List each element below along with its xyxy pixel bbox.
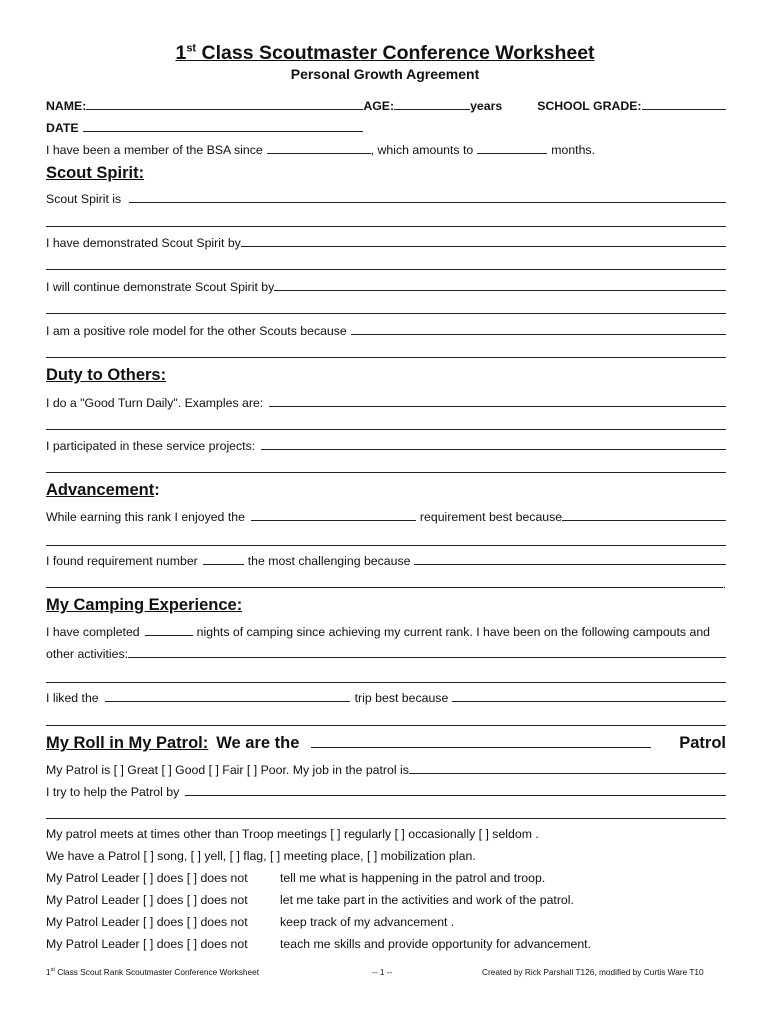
liked-trip-row	[46, 689, 726, 705]
patrol-rating-label: My Patrol is [ ] Great [ ] Good [ ] Fair [ ] Poor. My job in the patrol is	[46, 763, 409, 777]
page-title	[0, 42, 770, 65]
requirement-number-label: I found requirement number	[46, 554, 198, 568]
help-patrol-line-2[interactable]	[46, 818, 726, 819]
role-model-field[interactable]	[351, 334, 726, 335]
scout-spirit-is-line-2[interactable]	[46, 226, 726, 227]
leader-row-label: My Patrol Leader [ ] does [ ] does not	[46, 915, 248, 929]
liked-the-label: I liked the	[46, 691, 99, 705]
leader-row-label: My Patrol Leader [ ] does [ ] does not	[46, 893, 248, 907]
other-activities-row	[46, 645, 726, 661]
role-model-row	[46, 322, 726, 338]
service-projects-field[interactable]	[261, 449, 726, 450]
challenging-requirement-row	[46, 552, 726, 568]
nights-field[interactable]	[145, 635, 193, 636]
page-subtitle: Personal Growth Agreement	[290, 66, 480, 82]
good-turn-field[interactable]	[269, 406, 726, 407]
role-model-line-2[interactable]	[46, 357, 726, 358]
trip-best-line-2[interactable]	[46, 725, 726, 726]
age-field[interactable]	[394, 109, 470, 110]
leader-row-text: let me take part in the activities and work of the patrol.	[280, 893, 574, 907]
other-activities-field[interactable]	[128, 657, 726, 658]
enjoyed-label: While earning this rank I enjoyed the	[46, 510, 245, 524]
leader-row-text: teach me skills and provide opportunity for advancement.	[280, 937, 592, 951]
years-label: years	[470, 99, 503, 113]
title-superscript: st	[186, 42, 197, 55]
leader-row-text: tell me what is happening in the patrol and troop.	[280, 871, 546, 885]
challenging-line-2-row	[46, 575, 726, 591]
scout-spirit-heading: Scout Spirit:	[46, 164, 145, 182]
challenging-line-2[interactable]	[46, 587, 723, 588]
name-age-grade-row	[46, 97, 726, 113]
leader-row	[46, 871, 546, 885]
scout-spirit-is-label: Scout Spirit is	[46, 192, 122, 206]
other-activities-line-2[interactable]	[46, 682, 726, 683]
months-label: months.	[551, 143, 595, 157]
name-field[interactable]	[86, 109, 363, 110]
service-projects-label: I participated in these service projects:	[46, 439, 256, 453]
continue-spirit-row	[46, 278, 726, 294]
bsa-membership-row	[46, 141, 726, 157]
requirement-best-line-2[interactable]	[46, 545, 726, 546]
continue-spirit-label: I will continue demonstrate Scout Spirit by	[46, 280, 275, 294]
leader-row-text: keep track of my advancement .	[280, 915, 455, 929]
nights-label: nights of camping since achieving my current rank. I have been on the following campouts and	[196, 625, 711, 639]
enjoyed-requirement-row	[46, 508, 726, 524]
role-model-label: I am a positive role model for the other Scouts because	[46, 324, 347, 338]
title-text: Class Scoutmaster Conference Worksheet	[196, 42, 595, 64]
duty-to-others-heading: Duty to Others:	[46, 366, 167, 384]
leader-row	[46, 893, 574, 907]
date-label: DATE	[46, 121, 79, 135]
patrol-rating-row	[46, 761, 726, 777]
amounts-to-label: , which amounts to	[370, 143, 474, 157]
scout-spirit-is-row	[46, 190, 726, 206]
demonstrated-spirit-field[interactable]	[241, 246, 726, 247]
advancement-heading: Advancement:	[46, 481, 160, 499]
help-patrol-field[interactable]	[185, 795, 726, 796]
bsa-since-field[interactable]	[267, 153, 371, 154]
school-grade-label: SCHOOL GRADE:	[537, 99, 642, 113]
footer-left: 1st Class Scout Rank Scoutmaster Conference Worksheet	[46, 967, 260, 977]
bsa-since-label: I have been a member of the BSA since	[46, 143, 263, 157]
challenging-field[interactable]	[414, 564, 726, 565]
nights-camping-row	[46, 623, 726, 639]
patrol-name-field[interactable]	[311, 747, 651, 748]
challenging-label: the most challenging because	[247, 554, 411, 568]
demonstrated-spirit-line-2[interactable]	[46, 269, 726, 270]
we-are-the-label: We are the	[216, 734, 300, 752]
patrol-has-text: We have a Patrol [ ] song, [ ] yell, [ ] flag, [ ] meeting place, [ ] mobilization plan.	[46, 849, 476, 863]
title-number: 1	[175, 42, 187, 64]
requirement-best-field[interactable]	[562, 520, 726, 521]
trip-best-label: trip best because	[354, 691, 449, 705]
help-patrol-label: I try to help the Patrol by	[46, 785, 180, 799]
patrol-heading-row	[46, 731, 726, 753]
school-grade-field[interactable]	[642, 109, 726, 110]
date-row	[46, 119, 726, 135]
age-label: AGE:	[363, 99, 395, 113]
good-turn-line-2[interactable]	[46, 429, 726, 430]
continue-spirit-line-2[interactable]	[46, 313, 726, 314]
patrol-word: Patrol	[679, 734, 726, 752]
leader-row-label: My Patrol Leader [ ] does [ ] does not	[46, 871, 248, 885]
leader-row-label: My Patrol Leader [ ] does [ ] does not	[46, 937, 248, 951]
patrol-heading: My Roll in My Patrol:	[46, 734, 209, 752]
leader-row	[46, 937, 592, 951]
scout-spirit-is-field[interactable]	[129, 202, 726, 203]
camping-heading: My Camping Experience:	[46, 596, 243, 614]
completed-label: I have completed	[46, 625, 140, 639]
help-patrol-row	[46, 783, 726, 799]
demonstrated-spirit-row	[46, 234, 726, 250]
date-field[interactable]	[83, 131, 363, 132]
name-label: NAME:	[46, 99, 87, 113]
end-period: .	[722, 577, 726, 591]
good-turn-label: I do a "Good Turn Daily". Examples are:	[46, 396, 264, 410]
leader-row	[46, 915, 455, 929]
liked-trip-field[interactable]	[105, 701, 350, 702]
demonstrated-spirit-label: I have demonstrated Scout Spirit by	[46, 236, 241, 250]
good-turn-row	[46, 394, 726, 410]
enjoyed-requirement-field[interactable]	[251, 520, 416, 521]
service-projects-row	[46, 437, 726, 453]
requirement-number-field[interactable]	[203, 564, 244, 565]
requirement-best-label: requirement best because	[419, 510, 563, 524]
patrol-job-field[interactable]	[409, 773, 726, 774]
footer-page-number: -- 1 --	[372, 967, 393, 977]
continue-spirit-field[interactable]	[274, 290, 726, 291]
patrol-meets-text: My patrol meets at times other than Troop meetings [ ] regularly [ ] occasionally [ ] seldom .	[46, 827, 539, 841]
other-activities-label: other activities:	[46, 647, 129, 661]
trip-best-field[interactable]	[452, 701, 726, 702]
footer-credits: Created by Rick Parshall T126, modified by Curtis Ware T10	[482, 967, 704, 977]
months-field[interactable]	[477, 153, 547, 154]
service-projects-line-2[interactable]	[46, 472, 726, 473]
